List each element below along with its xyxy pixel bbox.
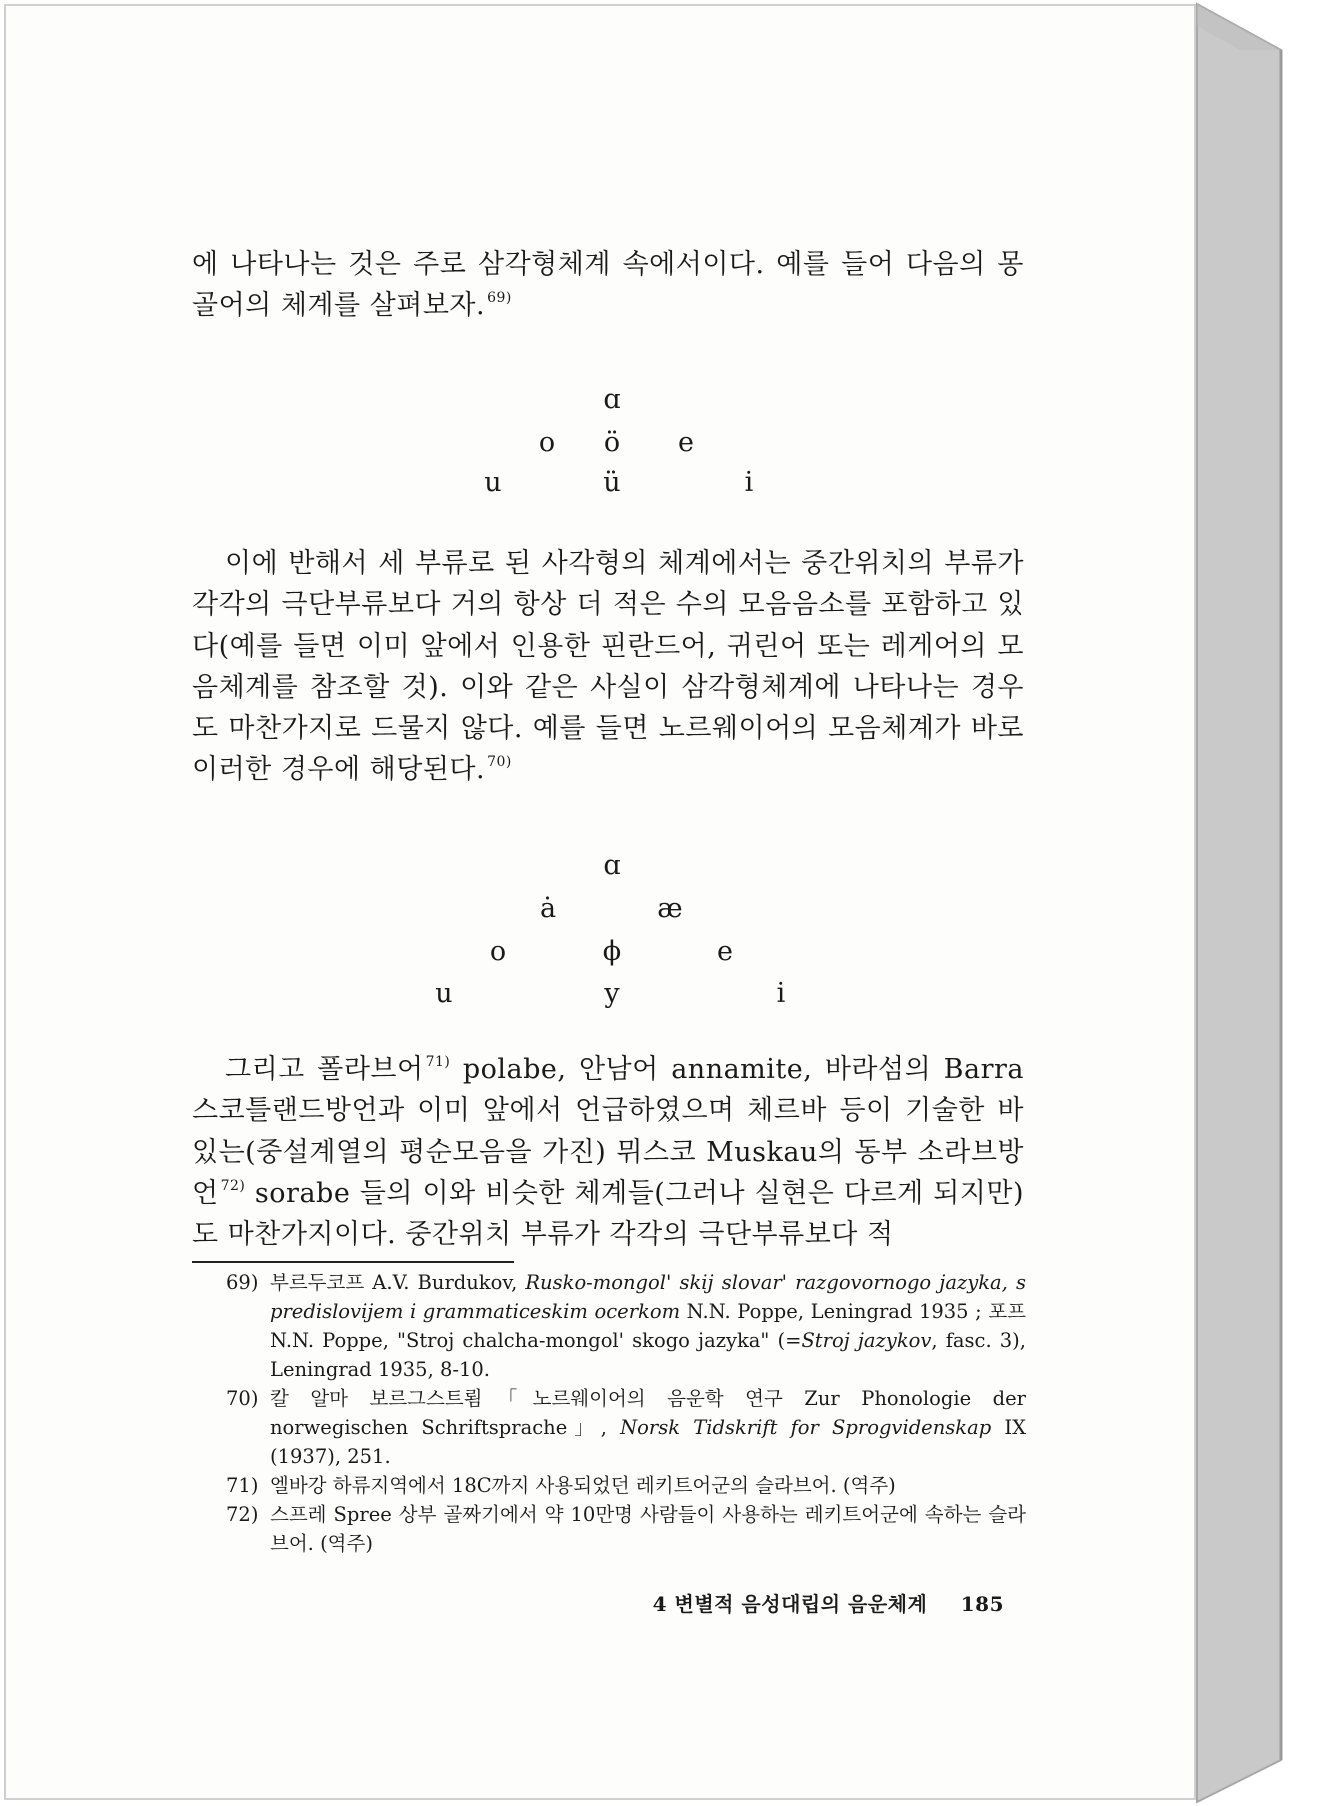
footnote-text: 엘바강 하류지역에서 18C까지 사용되었던 레키트어군의 슬라브어. (역주) [270, 1474, 896, 1497]
vowel-r2-right: æ [657, 893, 683, 924]
vowel-mid-center: ö [603, 427, 621, 458]
vowel-r3-right: e [717, 936, 733, 967]
paragraph-1-text: 에 나타나는 것은 주로 삼각형체계 속에서이다. 예를 들어 다음의 몽골어의 체계를 살펴보자. [192, 249, 1024, 322]
footnote-text-part: 칼 알마 보르그스트룀「노르웨이어의 음운학 연구 Zur Phonologie der norwegischen Schriftsprache」, [270, 1387, 1026, 1439]
footnote-ref-72: 72) [220, 1177, 246, 1194]
vowel-bot-center: ü [603, 467, 621, 498]
paragraph-3-text-c: sorabe 들의 이와 비슷한 체계들(그러나 실현은 다르게 되지만)도 마찬가지이다. 중간위치 부류가 각각의 극단부류보다 적 [192, 1177, 1024, 1251]
paragraph-3-text-a: 그리고 폴라브어 [225, 1054, 424, 1085]
running-head: 4 변별적 음성대립의 음운체계 [652, 1592, 928, 1616]
vowel-r3-center: ϕ [602, 936, 622, 967]
footnote-ref-70: 70) [487, 754, 512, 771]
vowel-r4-right: i [776, 978, 786, 1009]
vowel-r3-left: o [489, 936, 507, 967]
footnote-italic-title: Stroj jazykov [801, 1329, 932, 1352]
vowel-r4-center: y [604, 978, 620, 1009]
footnote-number: 71) [226, 1474, 259, 1497]
footnote-italic-title: Rusko-mongol' skij slovar' razgovornogo jazyka, s predislovijem i grammaticeskim ocerkom [270, 1271, 1026, 1323]
footnote-ref-69: 69) [487, 290, 512, 307]
vowel-top: ɑ [603, 384, 621, 415]
vowel-r4-left: u [435, 978, 453, 1009]
page-number: 185 [960, 1592, 1004, 1616]
footnote-number: 70) [226, 1387, 259, 1410]
footnote-text: 스프레 Spree 상부 골짜기에서 약 10만명 사람들이 사용하는 레키트어군에 속하는 슬라브어. (역주) [270, 1503, 1026, 1555]
footnote-number: 72) [226, 1503, 259, 1526]
vowel-mid-right: e [678, 427, 694, 458]
vowel-mid-left: o [538, 427, 556, 458]
footnote-number: 69) [226, 1271, 259, 1294]
paragraph-2-text: 이에 반해서 세 부류로 된 사각형의 체계에서는 중간위치의 부류가 각각의 극단부류보다 거의 항상 더 적은 수의 모음음소를 포함하고 있다(예를 들면 이미 앞에서 인용한 핀란드어, 귀린어 또는 레게어의 모음체계를 참조할 것). 이와 같은 사실이 삼각형체계에 나타나는 경우도 마찬가지로 드물지 않다. 예를 들면 노르웨이어의 모음체계가 바로 이러한 경우에 해당된다. [192, 548, 1024, 786]
footnote-ref-71: 71) [425, 1054, 451, 1070]
footnote-italic-title: Norsk Tidskrift for Sprogvidenskap [620, 1416, 992, 1439]
vowel-bot-left: u [484, 467, 502, 498]
vowel-r2-left: ȧ [539, 893, 557, 924]
vowel-bot-right: i [744, 467, 754, 498]
vowel-top: ɑ [603, 850, 621, 881]
footnote-text-part: IX (1937), 251. [270, 1416, 1026, 1468]
paragraph-3-text-b: polabe, 안남어 annamite, 바라섬의 Barra 스코틀랜드방언과 이미 앞에서 언급하였으며 체르바 등이 기술한 바 있는(중설계열의 평순모음을 가진) 뮈스코 Muskau의 동부 소라브방언 [192, 1054, 1025, 1209]
footnote-text-part: 부르두코프 A.V. Burdukov, [270, 1271, 526, 1294]
footnote-text-part: , fasc. 3), Leningrad 1935, 8-10. [270, 1329, 1026, 1381]
footnote-text-part: N.N. Poppe, Leningrad 1935 ; 포프 N.N. Poppe, "Stroj chalcha-mongol' skogo jazyka" (= [270, 1300, 1026, 1352]
